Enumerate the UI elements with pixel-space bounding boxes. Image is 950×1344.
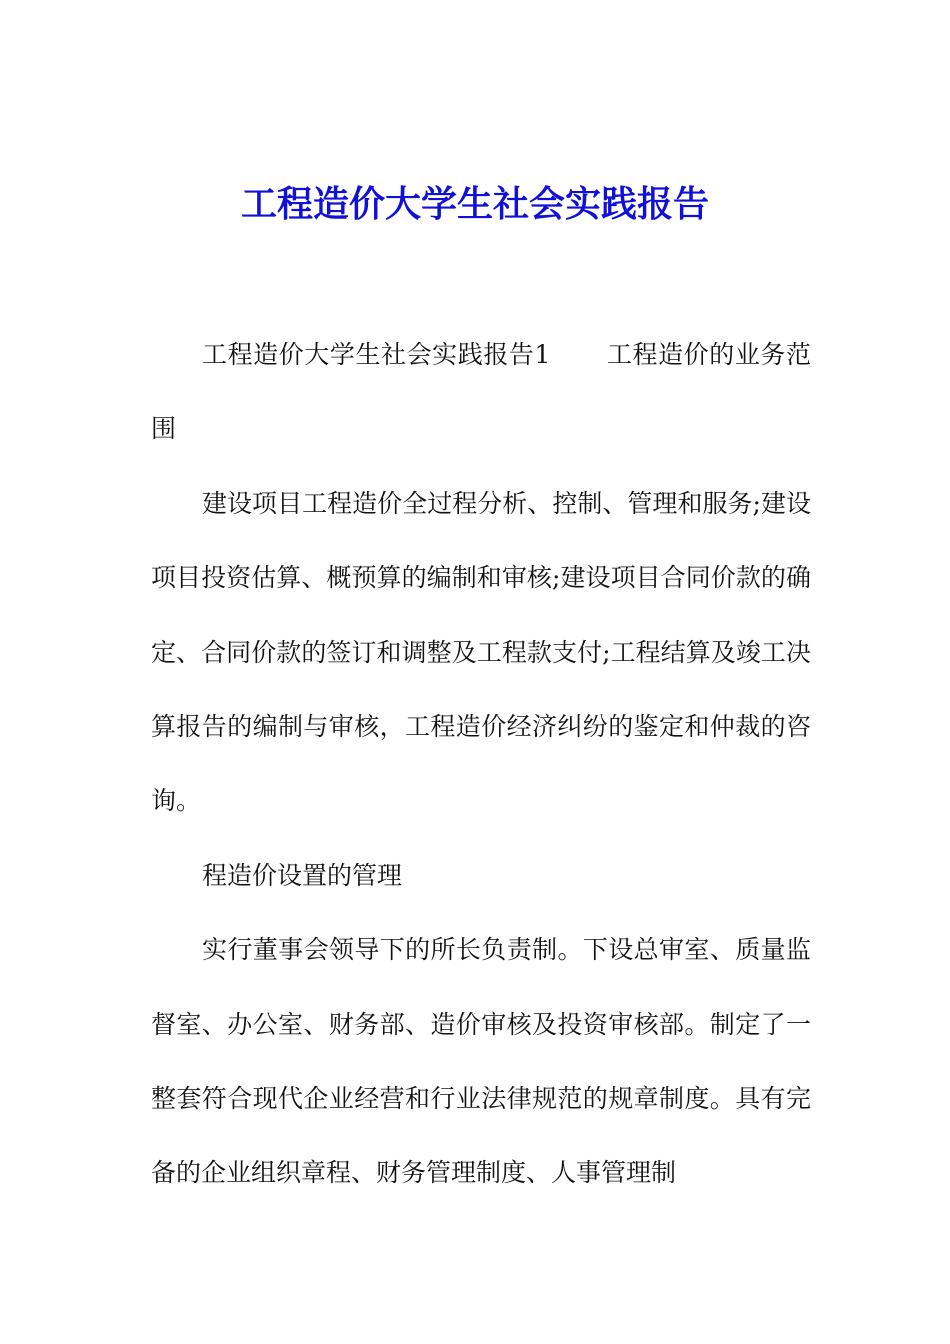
document-body — [151, 318, 811, 1211]
paragraph-1-text: 工程造价的业务范围 — [151, 340, 811, 444]
paragraph-4: 实行董事会领导下的所长负责制。下设总审室、质量监督室、办公室、财务部、造价审核及投资审核部。制定了一整套符合现代企业经营和行业法律规范的规章制度。具有完备的企业组织章程、财务管理制度、人事管理制 — [151, 935, 811, 1188]
paragraph-3: 程造价设置的管理 — [202, 860, 403, 890]
document-title: 工程造价大学生社会实践报告 — [240, 183, 709, 225]
paragraph-1 — [151, 318, 811, 467]
paragraph-2: 建设项目工程造价全过程分析、控制、管理和服务;建设项目投资估算、概预算的编制和审核;建设项目合同价款的确定、合同价款的签订和调整及工程款支付;工程结算及竣工决算报告的编制与审核，工程造价经济纠纷的鉴定和仲裁的咨询。 — [151, 488, 811, 816]
paragraph-1-lead: 工程造价大学生社会实践报告1 — [202, 340, 551, 369]
